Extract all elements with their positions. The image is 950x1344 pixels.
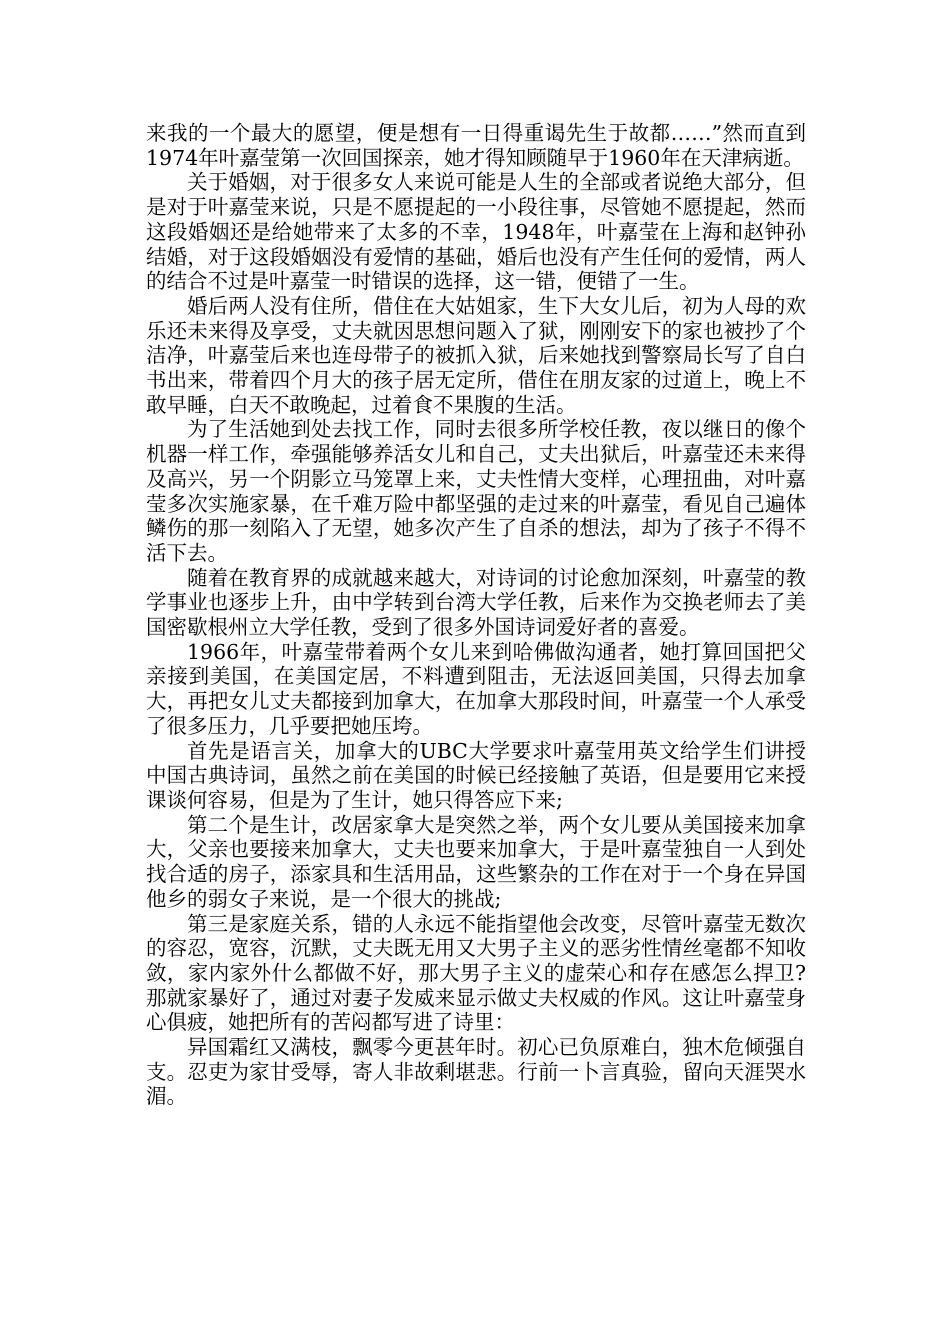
document-body — [146, 121, 806, 1109]
paragraph-8: 第二个是生计，改居家拿大是突然之举，两个女儿要从美国接来加拿大，父亲也要接来加拿大，丈夫也要来加拿大，于是叶嘉莹独自一人到处找合适的房子，添家具和生活用品，这些繁杂的工作在对于一个身在异国他乡的弱女子来说，是一个很大的挑战; — [146, 812, 806, 911]
paragraph-7: 首先是语言关，加拿大的UBC大学要求叶嘉莹用英文给学生们讲授中国古典诗词，虽然之前在美国的时候已经接触了英语，但是要用它来授课谈何容易，但是为了生计，她只得答应下来; — [146, 738, 806, 812]
paragraph-9: 第三是家庭关系，错的人永远不能指望他会改变，尽管叶嘉莹无数次的容忍，宽容，沉默，丈夫既无用又大男子主义的恶劣性情丝毫都不知收敛，家内家外什么都做不好，那大男子主义的虚荣心和存在感怎么捍卫?那就家暴好了，通过对妻子发威来显示做丈夫权威的作风。这让叶嘉莹身心俱疲，她把所有的苦闷都写进了诗里： — [146, 911, 806, 1035]
paragraph-6: 1966年，叶嘉莹带着两个女儿来到哈佛做沟通者，她打算回国把父亲接到美国，在美国定居，不料遭到阻击，无法返回美国，只得去加拿大，再把女儿丈夫都接到加拿大，在加拿大那段时间，叶嘉莹一个人承受了很多压力，几乎要把她压垮。 — [146, 639, 806, 738]
paragraph-1: 来我的一个最大的愿望，便是想有一日得重谒先生于故都……”然而直到1974年叶嘉莹第一次回国探亲，她才得知顾随早于1960年在天津病逝。 — [146, 121, 806, 170]
paragraph-5: 随着在教育界的成就越来越大，对诗词的讨论愈加深刻，叶嘉莹的教学事业也逐步上升，由中学转到台湾大学任教，后来作为交换老师去了美国密歇根州立大学任教，受到了很多外国诗词爱好者的喜爱。 — [146, 565, 806, 640]
poem-paragraph: 异国霜红又满枝，飘零今更甚年时。初心已负原难白，独木危倾强自支。忍吏为家甘受辱，寄人非故剩堪悲。行前一卜言真验，留向天涯哭水湄。 — [146, 1035, 806, 1109]
paragraph-4: 为了生活她到处去找工作，同时去很多所学校任教，夜以继日的像个机器一样工作，牵强能够养活女儿和自己，丈夫出狱后，叶嘉莹还未来得及高兴，另一个阴影立马笼罩上来，丈夫性情大变样，心理扭曲，对叶嘉莹多次实施家暴，在千难万险中都坚强的走过来的叶嘉莹，看见自己遍体鳞伤的那一刻陷入了无望，她多次产生了自杀的想法，却为了孩子不得不活下去。 — [146, 417, 806, 565]
paragraph-2: 关于婚姻，对于很多女人来说可能是人生的全部或者说绝大部分，但是对于叶嘉莹来说，只是不愿提起的一小段往事，尽管她不愿提起，然而这段婚姻还是给她带来了太多的不幸，1948年，叶嘉莹在上海和赵钟孙结婚，对于这段婚姻没有爱情的基础，婚后也没有产生任何的爱情，两人的结合不过是叶嘉莹一时错误的选择，这一错，便错了一生。 — [146, 170, 806, 294]
paragraph-3: 婚后两人没有住所，借住在大姑姐家，生下大女儿后，初为人母的欢乐还未来得及享受，丈夫就因思想问题入了狱，刚刚安下的家也被抄了个洁净，叶嘉莹后来也连母带子的被抓入狱，后来她找到警察局长写了自白书出来，带着四个月大的孩子居无定所，借住在朋友家的过道上，晚上不敢早睡，白天不敢晚起，过着食不果腹的生活。 — [146, 293, 806, 417]
